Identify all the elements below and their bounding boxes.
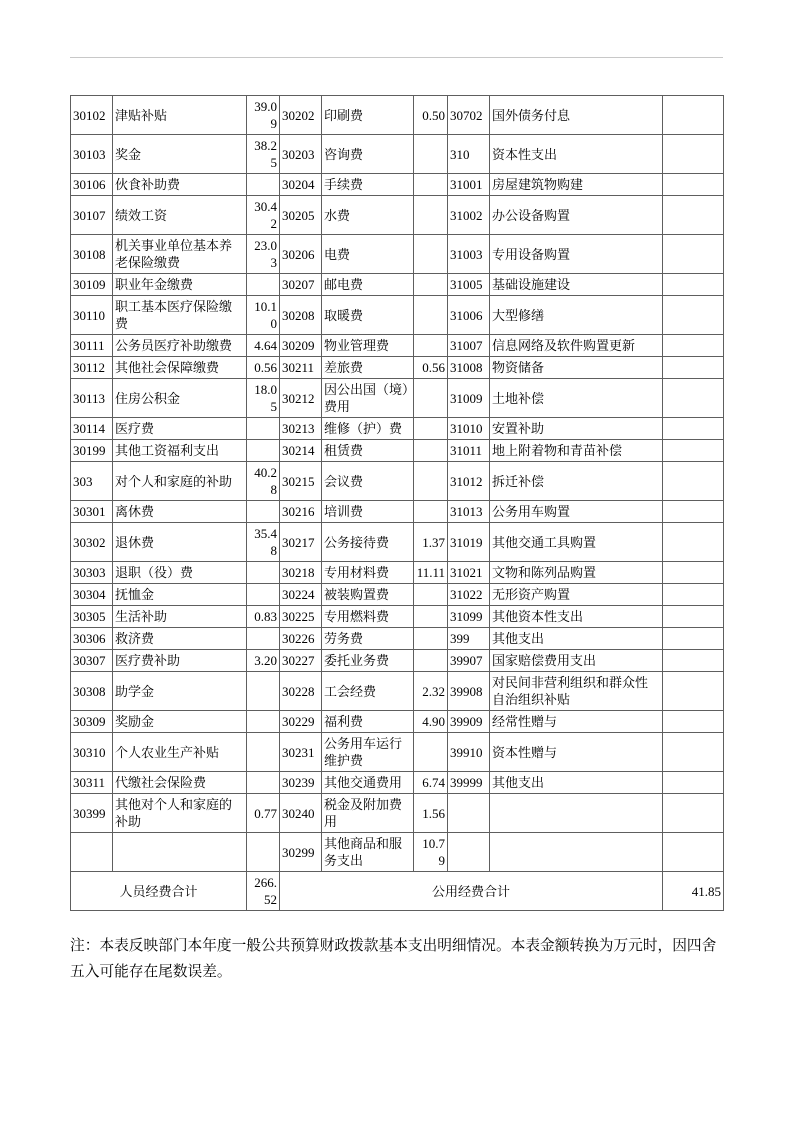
name-cell: 电费 [322,235,414,274]
code-cell: 30240 [280,794,322,833]
table-row [71,650,724,672]
code-cell: 30217 [280,523,322,562]
name-cell: 信息网络及软件购置更新 [490,335,663,357]
code-cell: 31099 [448,606,490,628]
amount-cell [247,418,280,440]
table-row [71,833,724,872]
name-cell: 个人农业生产补贴 [113,733,247,772]
table-row [71,379,724,418]
amount-cell: 35.48 [247,523,280,562]
name-cell: 因公出国（境）费用 [322,379,414,418]
amount-cell [663,96,724,135]
code-cell: 30226 [280,628,322,650]
name-cell: 机关事业单位基本养老保险缴费 [113,235,247,274]
code-cell: 30224 [280,584,322,606]
amount-cell [663,672,724,711]
name-cell: 绩效工资 [113,196,247,235]
amount-cell [414,501,448,523]
code-cell: 30702 [448,96,490,135]
code-cell: 31010 [448,418,490,440]
code-cell: 30307 [71,650,113,672]
code-cell: 30299 [280,833,322,872]
table-row [71,711,724,733]
table-row [71,523,724,562]
code-cell: 30199 [71,440,113,462]
amount-cell: 11.11 [414,562,448,584]
name-cell: 其他对个人和家庭的补助 [113,794,247,833]
code-cell: 30303 [71,562,113,584]
amount-cell [663,606,724,628]
amount-cell [247,711,280,733]
code-cell: 30211 [280,357,322,379]
table-row [71,235,724,274]
code-cell: 30213 [280,418,322,440]
amount-cell [247,733,280,772]
name-cell: 大型修缮 [490,296,663,335]
code-cell: 39907 [448,650,490,672]
name-cell: 资本性赠与 [490,733,663,772]
code-cell: 30102 [71,96,113,135]
code-cell: 30204 [280,174,322,196]
code-cell: 310 [448,135,490,174]
amount-cell [247,274,280,296]
name-cell: 抚恤金 [113,584,247,606]
code-cell: 30109 [71,274,113,296]
code-cell: 30111 [71,335,113,357]
code-cell: 30114 [71,418,113,440]
code-cell: 30206 [280,235,322,274]
name-cell: 文物和陈列品购置 [490,562,663,584]
table-continuation-rule [70,57,723,58]
name-cell: 国家赔偿费用支出 [490,650,663,672]
name-cell: 取暖费 [322,296,414,335]
name-cell: 公务员医疗补助缴费 [113,335,247,357]
amount-cell: 2.32 [414,672,448,711]
code-cell: 31021 [448,562,490,584]
amount-cell [414,628,448,650]
code-cell: 30302 [71,523,113,562]
amount-cell [663,274,724,296]
amount-cell [663,628,724,650]
code-cell: 30112 [71,357,113,379]
name-cell: 其他交通费用 [322,772,414,794]
table-row [71,772,724,794]
name-cell [113,833,247,872]
code-cell: 30229 [280,711,322,733]
name-cell: 地上附着物和青苗补偿 [490,440,663,462]
name-cell: 奖金 [113,135,247,174]
table-row [71,174,724,196]
code-cell: 31022 [448,584,490,606]
code-cell: 30215 [280,462,322,501]
code-cell: 30304 [71,584,113,606]
amount-cell [247,562,280,584]
amount-cell [663,418,724,440]
amount-cell [414,296,448,335]
name-cell: 其他资本性支出 [490,606,663,628]
amount-cell: 10.79 [414,833,448,872]
amount-cell [663,462,724,501]
amount-cell: 18.05 [247,379,280,418]
name-cell: 资本性支出 [490,135,663,174]
amount-cell: 1.37 [414,523,448,562]
code-cell: 30239 [280,772,322,794]
amount-cell [247,440,280,462]
amount-cell: 10.10 [247,296,280,335]
amount-cell: 4.64 [247,335,280,357]
table-row [71,562,724,584]
amount-cell [414,650,448,672]
amount-cell [247,584,280,606]
name-cell: 专用材料费 [322,562,414,584]
code-cell: 31007 [448,335,490,357]
amount-cell: 38.25 [247,135,280,174]
table-row [71,606,724,628]
amount-cell [414,379,448,418]
amount-cell [414,196,448,235]
name-cell: 救济费 [113,628,247,650]
name-cell: 印刷费 [322,96,414,135]
amount-cell [663,196,724,235]
code-cell: 30205 [280,196,322,235]
code-cell: 31006 [448,296,490,335]
code-cell [71,833,113,872]
name-cell: 福利费 [322,711,414,733]
code-cell: 303 [71,462,113,501]
code-cell: 31005 [448,274,490,296]
amount-cell [663,584,724,606]
name-cell: 其他交通工具购置 [490,523,663,562]
amount-cell: 30.42 [247,196,280,235]
footnote: 注：本表反映部门本年度一般公共预算财政拨款基本支出明细情况。本表金额转换为万元时，因四舍五入可能存在尾数误差。 [70,938,717,980]
name-cell: 工会经费 [322,672,414,711]
amount-cell: 0.56 [247,357,280,379]
name-cell: 其他支出 [490,628,663,650]
amount-cell: 0.83 [247,606,280,628]
code-cell: 30301 [71,501,113,523]
amount-cell [414,733,448,772]
name-cell: 劳务费 [322,628,414,650]
table-row [71,96,724,135]
name-cell: 其他支出 [490,772,663,794]
table-row [71,584,724,606]
totals-row [71,872,724,911]
public-total-label: 公用经费合计 [280,872,663,911]
public-total-amount: 41.85 [663,872,724,911]
code-cell: 30208 [280,296,322,335]
code-cell: 30218 [280,562,322,584]
amount-cell: 23.03 [247,235,280,274]
table-row [71,296,724,335]
table-row [71,335,724,357]
amount-cell [247,628,280,650]
name-cell: 国外债务付息 [490,96,663,135]
name-cell: 其他社会保障缴费 [113,357,247,379]
code-cell: 31012 [448,462,490,501]
name-cell: 咨询费 [322,135,414,174]
name-cell: 医疗费补助 [113,650,247,672]
name-cell: 土地补偿 [490,379,663,418]
table-row [71,357,724,379]
code-cell: 30106 [71,174,113,196]
name-cell: 差旅费 [322,357,414,379]
amount-cell [663,296,724,335]
code-cell: 30209 [280,335,322,357]
amount-cell [663,650,724,672]
amount-cell [663,772,724,794]
table-row [71,672,724,711]
name-cell: 代缴社会保险费 [113,772,247,794]
code-cell: 30308 [71,672,113,711]
amount-cell [663,440,724,462]
name-cell: 基础设施建设 [490,274,663,296]
amount-cell: 4.90 [414,711,448,733]
name-cell: 房屋建筑物购建 [490,174,663,196]
amount-cell [247,672,280,711]
amount-cell [414,584,448,606]
name-cell: 培训费 [322,501,414,523]
amount-cell: 0.50 [414,96,448,135]
code-cell [448,794,490,833]
code-cell: 30113 [71,379,113,418]
amount-cell [247,501,280,523]
name-cell: 公务用车购置 [490,501,663,523]
name-cell: 助学金 [113,672,247,711]
name-cell: 物业管理费 [322,335,414,357]
amount-cell: 0.77 [247,794,280,833]
name-cell: 委托业务费 [322,650,414,672]
code-cell: 31008 [448,357,490,379]
amount-cell [247,772,280,794]
name-cell: 职工基本医疗保险缴费 [113,296,247,335]
name-cell: 公务用车运行维护费 [322,733,414,772]
amount-cell [414,462,448,501]
table-row [71,135,724,174]
amount-cell: 1.56 [414,794,448,833]
name-cell [490,833,663,872]
name-cell: 专用设备购置 [490,235,663,274]
budget-expenditure-detail-table [70,95,724,911]
personnel-total-label: 人员经费合计 [71,872,247,911]
amount-cell [414,274,448,296]
amount-cell: 0.56 [414,357,448,379]
name-cell: 手续费 [322,174,414,196]
code-cell: 31003 [448,235,490,274]
amount-cell [663,501,724,523]
name-cell: 税金及附加费用 [322,794,414,833]
amount-cell [414,235,448,274]
name-cell: 对民间非营利组织和群众性自治组织补贴 [490,672,663,711]
amount-cell: 6.74 [414,772,448,794]
name-cell: 伙食补助费 [113,174,247,196]
amount-cell [414,440,448,462]
name-cell: 水费 [322,196,414,235]
code-cell: 31011 [448,440,490,462]
code-cell: 30311 [71,772,113,794]
amount-cell [414,174,448,196]
table-row [71,628,724,650]
amount-cell [663,523,724,562]
amount-cell: 40.28 [247,462,280,501]
name-cell: 职业年金缴费 [113,274,247,296]
amount-cell: 3.20 [247,650,280,672]
name-cell: 办公设备购置 [490,196,663,235]
name-cell: 邮电费 [322,274,414,296]
amount-cell [663,562,724,584]
code-cell: 30306 [71,628,113,650]
code-cell: 30305 [71,606,113,628]
amount-cell [663,357,724,379]
amount-cell: 39.09 [247,96,280,135]
name-cell: 公务接待费 [322,523,414,562]
name-cell: 其他工资福利支出 [113,440,247,462]
name-cell: 物资储备 [490,357,663,379]
code-cell: 30110 [71,296,113,335]
code-cell: 31002 [448,196,490,235]
name-cell: 安置补助 [490,418,663,440]
name-cell: 维修（护）费 [322,418,414,440]
name-cell: 经常性赠与 [490,711,663,733]
table-row [71,196,724,235]
table-row [71,440,724,462]
code-cell: 31019 [448,523,490,562]
name-cell: 会议费 [322,462,414,501]
code-cell: 30399 [71,794,113,833]
amount-cell [663,794,724,833]
code-cell: 30216 [280,501,322,523]
name-cell [490,794,663,833]
amount-cell [663,135,724,174]
code-cell: 39910 [448,733,490,772]
amount-cell [663,379,724,418]
name-cell: 退休费 [113,523,247,562]
name-cell: 租赁费 [322,440,414,462]
code-cell: 31013 [448,501,490,523]
code-cell: 30228 [280,672,322,711]
code-cell: 30203 [280,135,322,174]
amount-cell [414,418,448,440]
code-cell: 30212 [280,379,322,418]
code-cell: 30108 [71,235,113,274]
table-row [71,274,724,296]
code-cell: 30225 [280,606,322,628]
personnel-total-amount: 266.52 [247,872,280,911]
name-cell: 被装购置费 [322,584,414,606]
table-row [71,462,724,501]
code-cell: 39909 [448,711,490,733]
code-cell: 30231 [280,733,322,772]
code-cell: 30202 [280,96,322,135]
code-cell: 30310 [71,733,113,772]
code-cell [448,833,490,872]
name-cell: 奖励金 [113,711,247,733]
code-cell: 39999 [448,772,490,794]
name-cell: 津贴补贴 [113,96,247,135]
amount-cell [663,335,724,357]
name-cell: 医疗费 [113,418,247,440]
table-row [71,794,724,833]
table-row [71,418,724,440]
code-cell: 30309 [71,711,113,733]
amount-cell [414,335,448,357]
amount-cell [663,711,724,733]
amount-cell [247,833,280,872]
amount-cell [663,235,724,274]
name-cell: 生活补助 [113,606,247,628]
amount-cell [414,606,448,628]
amount-cell [663,733,724,772]
amount-cell [663,174,724,196]
code-cell: 30227 [280,650,322,672]
name-cell: 无形资产购置 [490,584,663,606]
code-cell: 399 [448,628,490,650]
name-cell: 专用燃料费 [322,606,414,628]
amount-cell [247,174,280,196]
amount-cell [414,135,448,174]
code-cell: 30107 [71,196,113,235]
table-row [71,501,724,523]
name-cell: 离休费 [113,501,247,523]
amount-cell [663,833,724,872]
table-row [71,733,724,772]
code-cell: 39908 [448,672,490,711]
name-cell: 其他商品和服务支出 [322,833,414,872]
name-cell: 拆迁补偿 [490,462,663,501]
name-cell: 对个人和家庭的补助 [113,462,247,501]
code-cell: 30103 [71,135,113,174]
code-cell: 30214 [280,440,322,462]
code-cell: 30207 [280,274,322,296]
name-cell: 住房公积金 [113,379,247,418]
code-cell: 31001 [448,174,490,196]
code-cell: 31009 [448,379,490,418]
name-cell: 退职（役）费 [113,562,247,584]
